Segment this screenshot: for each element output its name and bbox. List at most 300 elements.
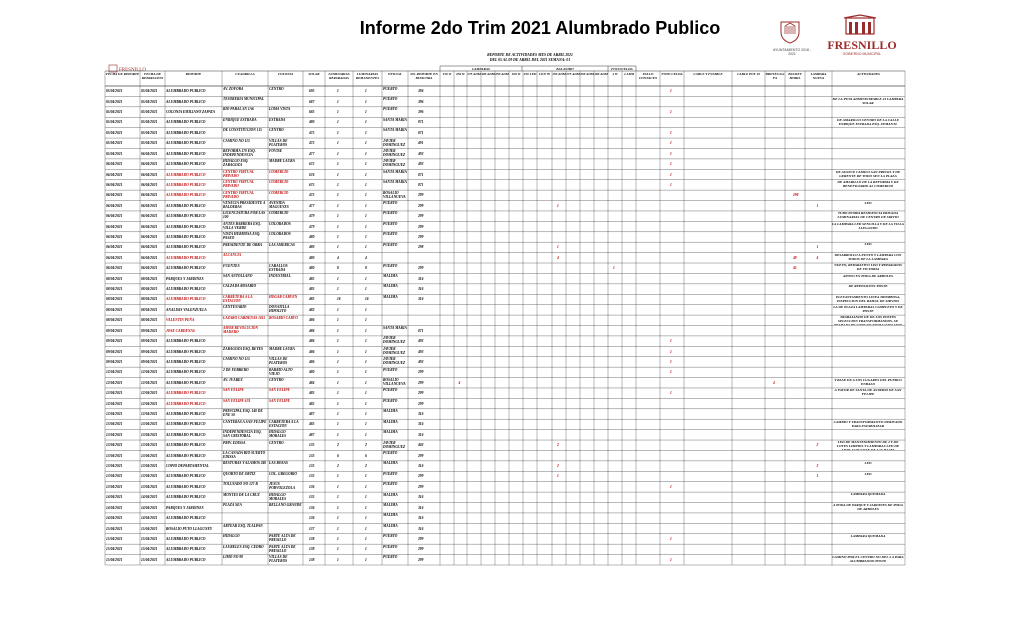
crew-location-cell: LAZARO CARDENAS 1015 — [223, 315, 266, 320]
report-source-cell: ALUMBRADO PUBLICO — [166, 349, 206, 354]
repaired-count-cell: 1 — [337, 557, 339, 562]
solar-cell: 480 — [309, 266, 315, 271]
log-number-cell: 299 — [418, 536, 424, 541]
column-header: OFICIAL — [388, 72, 402, 76]
fresnillo-logo-text: FRESNILLO — [827, 38, 897, 52]
repair-date-cell: 05/04/2021 — [141, 89, 158, 94]
repair-date-cell: 05/04/2021 — [141, 130, 158, 135]
remaining-count-cell: 1 — [365, 370, 367, 375]
report-source-cell: ALUMBRADO PUBLICO — [166, 287, 206, 292]
colonia-cell: CENTRO — [269, 86, 284, 91]
report-source-cell: ALUMBRADO PUBLICO — [166, 370, 206, 375]
activity-cell: A FAVOR DE SANTA DE ASTRIDO DE SAN FELIPE — [834, 388, 902, 397]
log-number-cell: 299 — [418, 370, 424, 375]
column-header: LED 70 — [538, 72, 551, 76]
crew-location-cell: ZARAGOZA ESQ. REYES — [223, 346, 264, 351]
solar-cell: 676 — [309, 172, 315, 177]
officer-cell: PUERTO — [383, 242, 398, 247]
activity-cell: Y BASE DE A LOS LUGARES DEL PUEBLO ENBALO — [834, 377, 902, 386]
report-source-cell: COLONIA EMILIANO ZAPATA — [166, 110, 216, 115]
column-header: 400 ADM — [481, 72, 495, 76]
activity-cell: DESARROLLO A PUNTO Y LAMPARA CON TODOS DE LA LAMPARA — [834, 252, 902, 261]
log-number-cell: 871 — [418, 182, 424, 187]
report-heading-line: REPORTE DE ACTIVIDADES MES DE ABRIL 2021 — [487, 53, 573, 57]
remaining-count-cell: 1 — [365, 339, 367, 344]
column-header: LUMINARIAS REPARADAS — [328, 72, 350, 80]
log-number-cell: 871 — [418, 172, 424, 177]
report-source-cell: ROSALIO PUTO LLAGUNEY — [166, 526, 213, 531]
report-source-cell: ALUMBRADO PUBLICO — [166, 339, 206, 344]
colonia-cell: COMERCIO — [269, 211, 289, 216]
officer-cell: JAVIER DOMINGUEZ — [383, 440, 406, 449]
colonia-cell: COL. GREGORIO — [269, 471, 297, 476]
solar-cell: 137 — [309, 526, 315, 531]
log-number-cell: 493 — [418, 359, 424, 364]
crew-location-cell: ENRIQUE ESTRADA — [223, 117, 257, 122]
report-date-cell: 14/04/2021 — [106, 495, 123, 500]
remaining-count-cell: 1 — [365, 328, 367, 333]
solar-cell: 479 — [309, 224, 315, 229]
repair-date-cell: 06/04/2021 — [141, 193, 158, 198]
remaining-count-cell: 1 — [365, 484, 367, 489]
remaining-count-cell: 1 — [365, 287, 367, 292]
report-date-cell: 06/04/2021 — [106, 193, 123, 198]
column-header: BUCKET MOBIL — [788, 72, 802, 80]
report-date-cell: 08/04/2021 — [106, 287, 123, 292]
crew-location-cell — [223, 513, 267, 522]
remaining-count-cell: 1 — [365, 110, 367, 115]
officer-cell: PUERTO — [383, 232, 398, 237]
officer-cell: JAVIER DOMINGUEZ — [383, 159, 406, 168]
colonia-cell: VILLAS DE PLATEROS — [269, 138, 288, 147]
crew-location-cell: REFORMA 170 ESQ. INDEPENDENCIA — [223, 148, 256, 157]
column-header: NO. REPORTE EN BITACORA — [410, 72, 438, 80]
repaired-count-cell: 1 — [337, 339, 339, 344]
repair-date-cell: 05/04/2021 — [141, 99, 158, 104]
column-header: FALLO CONTACTO — [638, 72, 658, 80]
solar-cell: 485 — [309, 422, 315, 427]
report-date-cell: 09/04/2021 — [106, 328, 123, 333]
officer-cell: SANTA MARIA — [383, 180, 407, 185]
repaired-count-cell: 1 — [337, 536, 339, 541]
group-header: LAMPARAS — [472, 66, 490, 71]
repair-date-cell: 06/04/2021 — [141, 266, 158, 271]
crew-location-cell: FUENTES — [223, 263, 240, 268]
report-source-cell: ALUMBRADO PUBLICO — [166, 151, 206, 156]
repair-date-cell: 13/04/2021 — [141, 474, 158, 479]
crew-location-cell: PLAZA SEA — [223, 503, 242, 508]
crew-location-cell: AV. ZOFORA — [223, 86, 244, 91]
colonia-cell: VILLAS DE PLATEROS — [269, 357, 288, 366]
officer-cell: JAVIER DOMINGUEZ — [383, 148, 406, 157]
remaining-count-cell: 1 — [365, 557, 367, 562]
repaired-count-cell: 6 — [337, 453, 339, 458]
repaired-count-cell: 1 — [337, 474, 339, 479]
colonia-cell: COLORADOS — [269, 221, 291, 226]
repair-date-cell: 13/04/2021 — [141, 453, 158, 458]
group-header: BALASTRO — [556, 66, 574, 71]
colonia-cell: LAS ROSAS — [269, 461, 288, 466]
officer-cell: MALIMA — [383, 492, 398, 497]
log-number-cell: 871 — [418, 328, 424, 333]
officer-cell: JAVIER DOMINGUEZ — [383, 346, 406, 355]
material-count-cell: 2 — [816, 464, 819, 469]
material-count-cell: 1 — [670, 130, 672, 135]
officer-cell: JAVIER DOMINGUEZ — [383, 336, 406, 345]
report-source-cell: ALUMBRADO PUBLICO — [166, 162, 206, 167]
remaining-count-cell: 1 — [365, 391, 367, 396]
colonia-cell: CABALLOS ESTRADA — [269, 263, 288, 272]
repaired-count-cell: 1 — [337, 318, 339, 323]
solar-cell: 482 — [309, 307, 315, 312]
solar-cell: 485 — [309, 276, 315, 281]
crew-location-cell: LIMO NO 98 — [223, 555, 243, 560]
report-date-cell: 09/04/2021 — [106, 349, 123, 354]
crew-location-cell: MONTES DE LA CRUZ — [223, 492, 260, 497]
repaired-count-cell: 1 — [337, 182, 339, 187]
repair-date-cell: 06/04/2021 — [141, 172, 158, 177]
officer-cell: MALIMA — [383, 523, 398, 528]
colonia-cell: ROSARIO CARVO — [269, 315, 298, 320]
repair-date-cell: 13/04/2021 — [141, 422, 158, 427]
repair-date-cell: 12/04/2021 — [141, 401, 158, 406]
remaining-count-cell: 2 — [365, 464, 367, 469]
activity-cell: LAMPARA QUEMADA — [850, 492, 886, 497]
crew-location-cell: VENECIA PRESIDENTE A BALDERAS — [223, 201, 266, 210]
solar-cell: 136 — [309, 484, 315, 489]
material-count-cell: 4 — [557, 255, 559, 260]
crew-location-cell: RESTURAS Y ALAMOS 240 — [223, 461, 267, 466]
report-source-cell: ANALISIS VALENZUELA — [166, 307, 207, 312]
log-number-cell: 316 — [418, 526, 424, 531]
repaired-count-cell: 1 — [337, 203, 339, 208]
report-source-cell: ALUMBRADO PUBLICO — [166, 401, 206, 406]
log-number-cell: 316 — [418, 432, 424, 437]
colonia-cell: FOVISE — [269, 148, 283, 153]
colonia-cell: CENTRO — [269, 378, 284, 383]
log-number-cell: 394 — [418, 89, 424, 94]
solar-cell: 486 — [309, 328, 315, 333]
log-number-cell: 316 — [418, 422, 424, 427]
report-source-cell: ALUMBRADO PUBLICO — [166, 182, 206, 187]
report-source-cell: ALUMBRADO PUBLICO — [166, 391, 206, 396]
officer-cell: PUERTO — [383, 534, 398, 539]
repair-date-cell: 14/04/2021 — [141, 516, 158, 521]
report-date-cell: 06/04/2021 — [106, 172, 123, 177]
remaining-count-cell: 1 — [365, 214, 367, 219]
report-date-cell: 05/04/2021 — [106, 89, 123, 94]
crew-location-cell: PRINCIPAL ESQ. 140 DE ENE 50 — [223, 409, 263, 418]
report-source-cell: ALUMBRADO PUBLICO — [166, 193, 206, 198]
colonia-cell: HOGAR CARVEN — [269, 294, 298, 299]
officer-cell: PUERTO — [383, 471, 398, 476]
report-source-cell: VALENTIN PEÑA — [166, 318, 195, 323]
material-count-cell: 1 — [670, 557, 672, 562]
remaining-count-cell: 1 — [365, 162, 367, 167]
report-date-cell: 13/04/2021 — [106, 474, 123, 479]
column-header: LAMPARA NUEVA — [810, 72, 827, 80]
column-header: CABLE POT 10 — [737, 72, 760, 76]
report-date-cell: 06/04/2021 — [106, 162, 123, 167]
officer-cell: PUERTO — [383, 96, 398, 101]
report-date-cell: 05/04/2021 — [106, 130, 123, 135]
remaining-count-cell: 1 — [365, 516, 367, 521]
remaining-count-cell: 1 — [365, 245, 367, 250]
material-count-cell: 1 — [670, 110, 672, 115]
solar-cell: 486 — [309, 339, 315, 344]
solar-cell: 485 — [309, 391, 315, 396]
officer-cell: SANTA MARIA — [383, 169, 407, 174]
material-count-cell: 1 — [670, 89, 672, 94]
report-date-cell: 13/04/2021 — [106, 464, 123, 469]
remaining-count-cell: 1 — [365, 172, 367, 177]
officer-cell: MALIMA — [383, 409, 398, 414]
crew-location-cell: ARTEAR ESQ. TLALPAN — [223, 523, 263, 528]
column-header: CUADRILLA — [235, 72, 255, 76]
colonia-cell: LAS AMERICAS — [269, 242, 295, 247]
log-number-cell: 316 — [418, 516, 424, 521]
solar-cell: 480 — [309, 245, 315, 250]
colonia-cell: SAN FELIPE — [269, 388, 290, 393]
crew-location-cell: CENTRO VIRTUAL PRIVADO — [223, 180, 254, 189]
repair-date-cell: 06/04/2021 — [141, 245, 158, 250]
report-date-cell: 13/04/2021 — [106, 453, 123, 458]
officer-cell: MALIMA — [383, 430, 398, 435]
report-source-cell: ALUMBRADO PUBLICO — [166, 484, 206, 489]
crew-location-cell: SAN FELIPE — [223, 388, 244, 393]
material-count-cell: 1 — [670, 349, 672, 354]
colonia-cell: BARRIO ALTO VIEJO — [269, 367, 293, 376]
fresnillo-logo-subtitle: GOBIERNO MUNICIPAL — [842, 52, 882, 56]
crew-location-cell: CENTRO VIRTUAL PRIVADO — [223, 190, 254, 199]
colonia-cell: JESUS PORVOLEZOLA — [269, 482, 296, 491]
officer-cell: SANTA MARIA — [383, 128, 407, 133]
activity-cell: ELEVANTAMIENTO LINEA TROMBOSA, INSPECCION DEL RAMAL DE SIRVIOS — [835, 294, 901, 303]
repair-date-cell: 12/04/2021 — [141, 370, 158, 375]
repair-date-cell: 09/04/2021 — [141, 359, 158, 364]
repair-date-cell: 14/04/2021 — [141, 495, 158, 500]
repair-date-cell: 09/04/2021 — [141, 328, 158, 333]
report-source-cell: JOSE CARDENAS — [166, 328, 195, 333]
report-date-cell: 09/04/2021 — [106, 359, 123, 364]
solar-cell: 135 — [309, 464, 315, 469]
remaining-count-cell: 1 — [365, 182, 367, 187]
officer-cell — [383, 253, 407, 262]
remaining-count-cell: 1 — [365, 526, 367, 531]
remaining-count-cell: 1 — [365, 359, 367, 364]
officer-cell: PUERTO — [383, 201, 398, 206]
colonia-cell: MADRE LAURA — [269, 346, 295, 351]
repair-date-cell: 08/04/2021 — [141, 297, 158, 302]
report-date-cell: 08/04/2021 — [106, 318, 123, 323]
crew-location-cell: 2 DE FEBRERO — [223, 367, 249, 372]
report-source-cell: ALUMBRADO PUBLICO — [166, 516, 206, 521]
crew-location-cell: SAN FELIPE 674 — [223, 398, 251, 403]
column-header: 250 ADM — [580, 72, 594, 76]
material-count-cell: 45 — [793, 266, 797, 271]
repaired-count-cell: 1 — [337, 401, 339, 406]
colonia-cell: LOMA VISTA — [269, 107, 291, 112]
crew-location-cell: INDEPENDENCIA ESQ. SAN CRISTOBAL — [223, 430, 262, 439]
crew-location-cell: PRIV. EDISSA — [223, 440, 246, 445]
remaining-count-cell: 1 — [365, 422, 367, 427]
officer-cell: PUERTO — [383, 221, 398, 226]
material-count-cell: 4 — [458, 380, 461, 385]
log-number-cell: 299 — [418, 203, 424, 208]
activity-cell: LED — [864, 461, 872, 466]
colonia-cell: COLORADOS — [269, 232, 291, 237]
report-date-cell: 13/04/2021 — [106, 422, 123, 427]
activity-cell: LED — [864, 200, 872, 205]
officer-cell — [383, 316, 407, 325]
remaining-count-cell: 1 — [365, 536, 367, 541]
column-header: FOTO CELDA — [661, 72, 683, 76]
remaining-count-cell: 8 — [365, 266, 367, 271]
solar-cell: 687 — [309, 99, 315, 104]
colonia-cell: HIDALGO MORALES — [269, 430, 287, 439]
material-count-cell: 1 — [816, 474, 819, 479]
solar-cell: 485 — [309, 297, 315, 302]
remaining-count-cell: 1 — [365, 380, 367, 385]
crew-location-cell: HIDALGO ESQ. ZARAGOZA — [223, 159, 249, 168]
crew-location-cell: ALCANCIA — [223, 253, 242, 258]
log-number-cell: 299 — [418, 193, 424, 198]
officer-cell: PUERTO — [383, 555, 398, 560]
material-count-cell: 1 — [557, 245, 559, 250]
repair-date-cell: 12/04/2021 — [141, 380, 158, 385]
officer-cell: PUERTO — [383, 482, 398, 487]
repaired-count-cell: 1 — [337, 162, 339, 167]
remaining-count-cell: 1 — [365, 401, 367, 406]
activity-cell: DE AMARILLO DE LA REFORMA Y DE BENEFICIARIO AL COMERCIO — [837, 180, 899, 189]
log-number-cell: 491 — [418, 141, 424, 146]
solar-cell: 675 — [309, 162, 315, 167]
crew-location-cell: TOLUSADO NO 127 B — [223, 482, 258, 487]
report-date-cell: 13/04/2021 — [106, 432, 123, 437]
officer-cell: PUERTO — [383, 544, 398, 549]
log-number-cell: 493 — [418, 151, 424, 156]
column-header: SOLAR — [308, 72, 320, 76]
remaining-count-cell: 1 — [365, 141, 367, 146]
report-date-cell: 13/04/2021 — [106, 443, 123, 448]
solar-cell: 485 — [309, 287, 315, 292]
activity-cell: LAMPARA QUEMADA — [850, 534, 886, 539]
crew-location-cell: SAN ANTOLLANO — [223, 273, 253, 278]
log-number-cell: 316 — [418, 297, 424, 302]
solar-cell: 135 — [309, 443, 315, 448]
solar-cell: 138 — [309, 536, 315, 541]
log-number-cell: 871 — [418, 130, 424, 135]
solar-cell: 477 — [309, 203, 315, 208]
material-count-cell: 1 — [670, 182, 672, 187]
remaining-count-cell: 1 — [365, 89, 367, 94]
repaired-count-cell: 1 — [337, 110, 339, 115]
repair-date-cell: 13/04/2021 — [141, 484, 158, 489]
remaining-count-cell: 1 — [365, 224, 367, 229]
activity-cell: CAMINO POR EL CENTRO NO DEL 2 A PARA ALUMBRANDO POSTE — [832, 554, 904, 563]
repaired-count-cell: 1 — [337, 422, 339, 427]
activity-cell: LA LAMPARA LED SENCILLA Y DE LA VILLA LLEGANDO — [832, 221, 904, 230]
activity-cell: CAMBIO Y TRANSFORMATIVO DERIVADO PARA ESTABILIZAR — [833, 419, 903, 428]
report-source-cell: PARQUES Y JARDINES — [166, 276, 204, 281]
repaired-count-cell: 1 — [337, 287, 339, 292]
officer-cell — [383, 305, 407, 314]
repaired-count-cell: 2 — [337, 464, 339, 469]
colonia-cell: HIDALGO MORALES — [269, 492, 287, 501]
colonia-cell — [269, 451, 302, 460]
repair-date-cell: 06/04/2021 — [141, 234, 158, 239]
crew-location-cell: VISTA HERMOSA ESQ. PASEO — [223, 232, 261, 241]
log-number-cell: 316 — [418, 464, 424, 469]
report-source-cell: ALUMBRADO PUBLICO — [166, 359, 206, 364]
solar-cell: 480 — [309, 234, 315, 239]
colonia-cell: INDUSTRIAL — [269, 273, 291, 278]
solar-cell: 480 — [309, 255, 315, 260]
activity-cell: LED — [864, 242, 872, 247]
colonia-cell: CARRETERA A LA ESTACION — [269, 419, 299, 428]
material-count-cell: 1 — [670, 151, 672, 156]
repair-date-cell: 05/04/2021 — [141, 141, 158, 146]
solar-cell: 480 — [309, 120, 315, 125]
crew-location-cell: ANTES BARRERA ESQ. VILLA VERDE — [223, 221, 261, 230]
crew-location-cell: TESORERIA MUNICIPAL — [223, 96, 264, 101]
officer-cell: PUERTO — [383, 367, 398, 372]
report-date-cell: 05/04/2021 — [106, 110, 123, 115]
remaining-count-cell: 1 — [365, 276, 367, 281]
solar-cell: 487 — [309, 412, 315, 416]
report-source-cell: ALUMBRADO PUBLICO — [166, 99, 206, 104]
report-source-cell: ALUMBRADO PUBLICO — [166, 234, 206, 239]
material-count-cell: 1 — [670, 359, 672, 364]
solar-cell: 486 — [309, 349, 315, 354]
material-count-cell: 49 — [793, 255, 797, 260]
column-header: LUMINARIAS REMANENTES — [355, 72, 380, 80]
solar-cell: 135 — [309, 495, 315, 500]
colonia-cell — [269, 253, 302, 262]
officer-cell: MALIMA — [383, 284, 398, 289]
repair-date-cell: 06/04/2021 — [141, 162, 158, 167]
colonia-cell: AVENIDA MAGUEYES — [269, 201, 289, 210]
seal-caption: AYUNTAMIENTO 2018 - 2021 — [772, 48, 812, 56]
colonia-cell: COMERCIO — [269, 190, 289, 195]
solar-cell: 486 — [309, 318, 315, 323]
report-date-cell: 09/04/2021 — [106, 339, 123, 344]
remaining-count-cell: 1 — [365, 193, 367, 198]
report-source-cell: ALUMBRADO PUBLICO — [166, 443, 206, 448]
repaired-count-cell: 1 — [337, 370, 339, 375]
remaining-count-cell: 1 — [365, 130, 367, 135]
report-date-cell: 12/04/2021 — [106, 401, 123, 406]
solar-cell: 475 — [309, 141, 315, 146]
material-count-cell: 1 — [557, 203, 559, 208]
report-range-line: DEL 05 AL 09 DE ABRIL DEL 2021 SEMANA: 01 — [489, 58, 571, 62]
repaired-count-cell: 1 — [337, 484, 339, 489]
report-source-cell: ALUMBRADO PUBLICO — [166, 120, 206, 125]
solar-cell: 485 — [309, 401, 315, 406]
officer-cell: PUERTO — [383, 388, 398, 393]
repaired-count-cell: 1 — [337, 505, 339, 510]
repair-date-cell: 06/04/2021 — [141, 224, 158, 229]
material-count-cell: 1 — [670, 391, 672, 396]
report-source-cell: ALUMBRADO PUBLICO — [166, 214, 206, 219]
repaired-count-cell: 1 — [337, 526, 339, 531]
remaining-count-cell: 1 — [365, 234, 367, 239]
repair-date-cell: 05/04/2021 — [141, 120, 158, 125]
crew-location-cell: LA CANADA RIO SUERTO EDISSA — [223, 450, 266, 459]
repaired-count-cell: 1 — [337, 380, 339, 385]
activity-cell: TRABAJANDO DE DE LOS POSTES SELECCION TRANSFORMANDOS. SE — [837, 315, 899, 324]
repaired-count-cell: 16 — [337, 297, 341, 302]
